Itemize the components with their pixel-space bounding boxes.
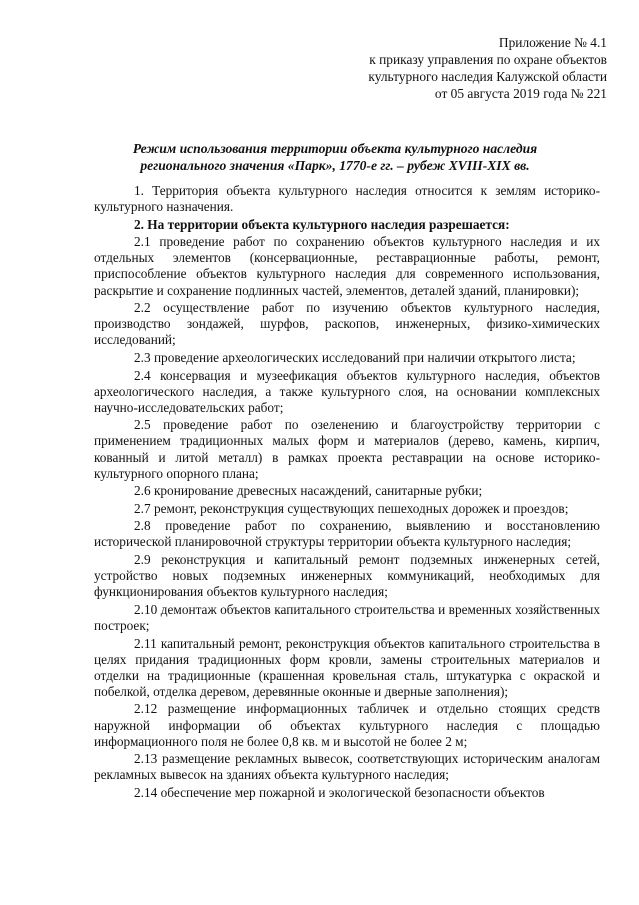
paragraph: 2.1 проведение работ по сохранению объектов культурного наследия и их отдельных элементов (консервационные, реставрационные работы, ремонт, приспособление объектов культурного наследия для современного использования, раскрытие и сохранение подлинных частей, элементов, деталей зданий, планировки); [94,234,600,298]
document-body [94,183,600,801]
paragraph: 2.6 кронирование древесных насаждений, санитарные рубки; [134,483,483,499]
appendix-date: от 05 августа 2019 года № 221 [434,86,607,101]
appendix-authority: культурного наследия Калужской области [368,69,607,84]
paragraph: 2.2 осуществление работ по изучению объектов культурного наследия, производство зондажей, шурфов, раскопов, инженерных, физико-химических исследований; [94,300,600,348]
paragraph: 2.10 демонтаж объектов капитального строительства и временных хозяйственных построек; [94,601,600,633]
section-heading: 2. На территории объекта культурного наследия разрешается: [134,216,510,232]
appendix-header [368,34,607,102]
title-line-1: Режим использования территории объекта культурного наследия [132,141,538,156]
paragraph: 1. Территория объекта культурного наследия относится к землям историко-культурного назначения. [94,183,600,215]
paragraph: 2.4 консервация и музеефикация объектов культурного наследия, объектов археологического наследия, а также культурного слоя, на основании комплексных научно-исследовательских работ; [94,367,600,415]
paragraph: 2.11 капитальный ремонт, реконструкция объектов капитального строительства в целях придания традиционных форм кровли, замены строительных материалов и отделки на традиционные (крашенная кровельная сталь, штукатурка с окраской и побелкой, отделка деревом, деревянные оконные и дверные заполнения); [94,635,600,699]
document-title [95,140,575,174]
appendix-order-ref: к приказу управления по охране объектов [369,52,607,67]
paragraph: 2.7 ремонт, реконструкция существующих пешеходных дорожек и проездов; [134,500,569,516]
paragraph: 2.12 размещение информационных табличек и отдельно стоящих средств наружной информации об объектах культурного наследия с площадью информационного поля не более 0,8 кв. м и высотой не более 2 м; [94,701,600,749]
paragraph: 2.13 размещение рекламных вывесок, соответствующих историческим аналогам рекламных вывесок на зданиях объекта культурного наследия; [94,751,600,783]
paragraph: 2.5 проведение работ по озеленению и благоустройству территории с применением традиционных малых форм и материалов (дерево, камень, кирпич, кованный и литой металл) в рамках проекта реставрации на основе историко-культурного опорного плана; [94,417,600,481]
appendix-number: Приложение № 4.1 [498,35,607,50]
paragraph: 2.14 обеспечение мер пожарной и экологической безопасности объектов [134,784,545,800]
paragraph: 2.3 проведение археологических исследований при наличии открытого листа; [134,349,576,365]
paragraph: 2.8 проведение работ по сохранению, выявлению и восстановлению исторической планировочной структуры территории объекта культурного наследия; [94,518,600,550]
paragraph: 2.9 реконструкция и капитальный ремонт подземных инженерных сетей, устройство новых подземных инженерных коммуникаций, необходимых для функционирования объектов культурного наследия; [94,552,600,600]
title-line-2: регионального значения «Парк», 1770-е гг. – рубеж XVIII-XIX вв. [140,158,530,173]
